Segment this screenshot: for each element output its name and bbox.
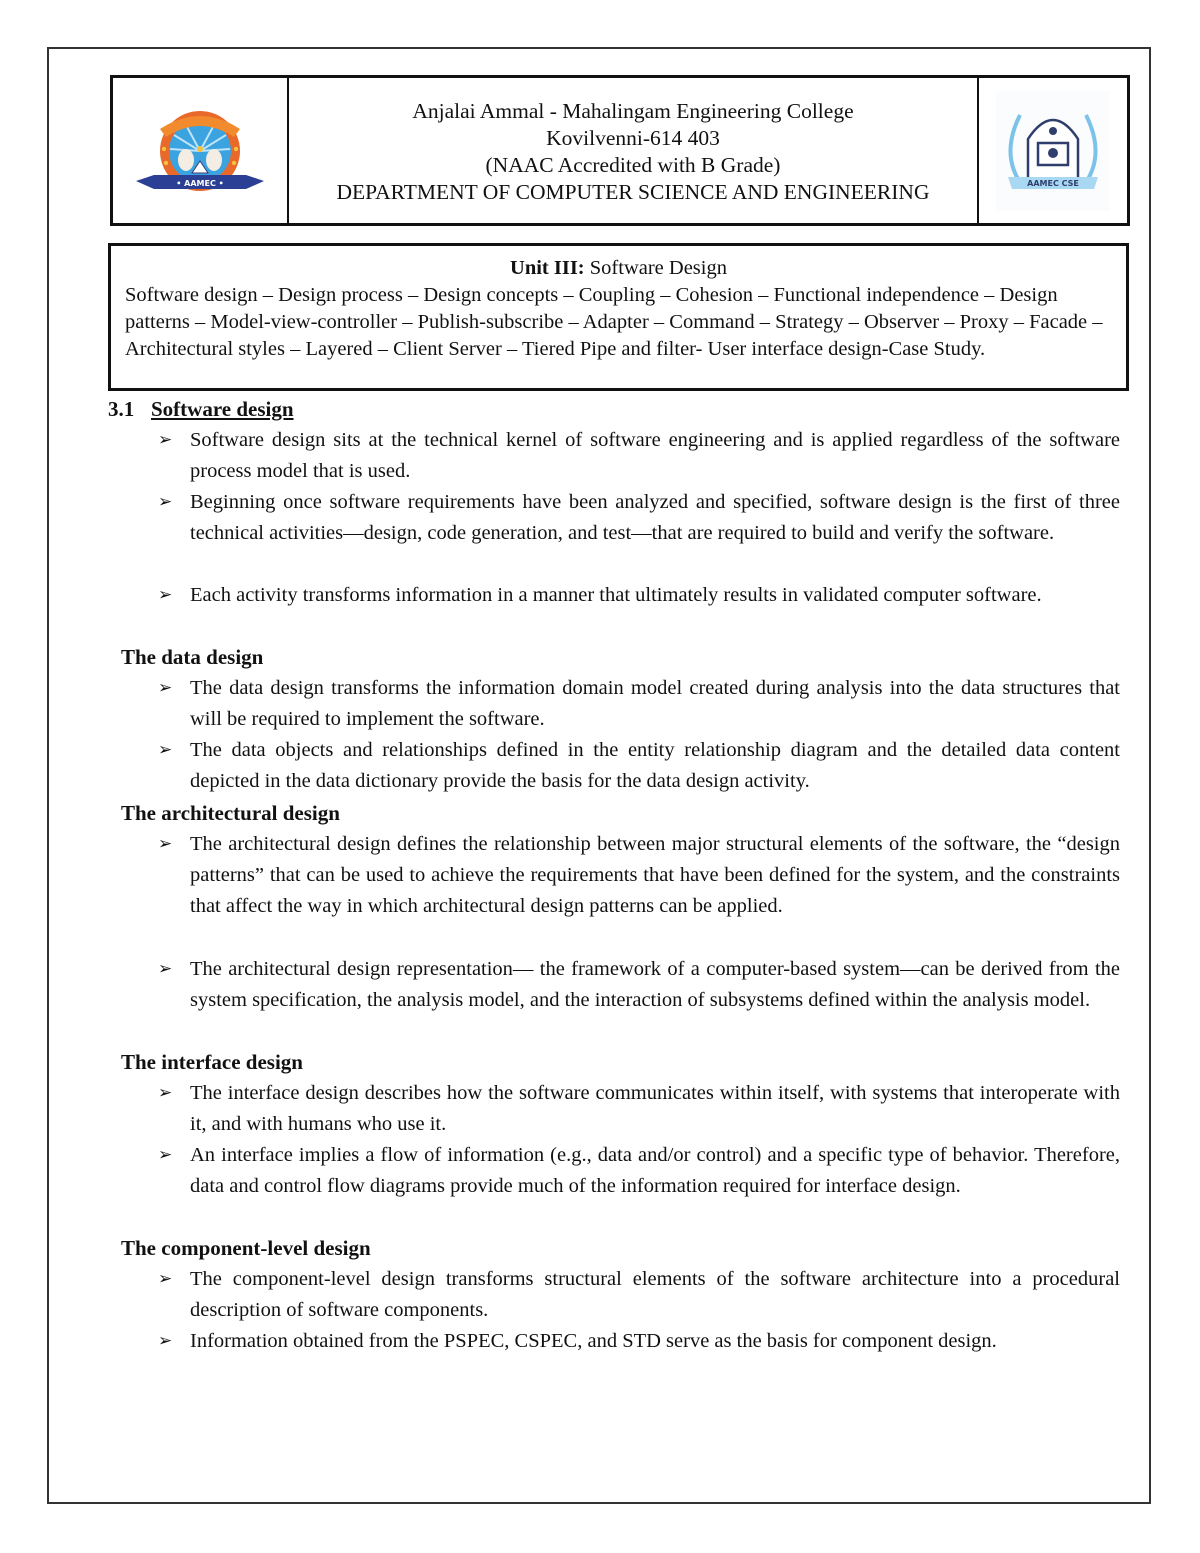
college-name: Anjalai Ammal - Mahalingam Engineering College xyxy=(412,98,854,123)
list-item: ➢ The data objects and relationships defined in the entity relationship diagram and the detailed data content depicted in the data dictionary provide the basis for the data design activity. xyxy=(158,735,1120,797)
subsection-heading-interface-design: The interface design xyxy=(121,1050,303,1074)
arrow-bullet-icon: ➢ xyxy=(158,740,173,760)
aamec-cse-emblem-icon xyxy=(996,91,1110,211)
arrow-bullet-icon: ➢ xyxy=(158,1331,173,1351)
aamec-college-emblem-icon xyxy=(130,105,270,197)
list-item: ➢ The architectural design representation— the framework of a computer-based system—can be derived from the system specification, the analysis model, and the interaction of subsystems defined within the analysis model. xyxy=(158,954,1120,1016)
section-title: Software design xyxy=(151,397,294,421)
department-name: DEPARTMENT OF COMPUTER SCIENCE AND ENGINEERING xyxy=(336,179,930,204)
svg-text:AAMEC CSE: AAMEC CSE xyxy=(1027,178,1079,188)
list-item: ➢ The interface design describes how the software communicates within itself, with systems that interoperate with it, and with humans who use it. xyxy=(158,1078,1120,1140)
college-location: Kovilvenni-614 403 xyxy=(546,125,720,150)
college-accreditation: (NAAC Accredited with B Grade) xyxy=(485,152,781,177)
subsection-heading-component-level-design: The component-level design xyxy=(121,1236,371,1260)
list-item: ➢ The component-level design transforms structural elements of the software architecture into a procedural description of software components. xyxy=(158,1264,1120,1326)
subsection-heading-data-design: The data design xyxy=(121,645,264,669)
list-item: ➢ Each activity transforms information in a manner that ultimately results in validated computer software. xyxy=(158,580,1120,611)
arrow-bullet-icon: ➢ xyxy=(158,1083,173,1103)
arrow-bullet-icon: ➢ xyxy=(158,492,173,512)
college-info xyxy=(289,78,979,223)
unit-name: Software Design xyxy=(589,257,727,279)
list-item: ➢ Beginning once software requirements have been analyzed and specified, software design is the first of three technical activities—design, code generation, and test—that are required to build and verify the software. xyxy=(158,487,1120,549)
arrow-bullet-icon: ➢ xyxy=(158,1269,173,1289)
college-logo-cell xyxy=(113,78,289,223)
unit-syllabus-box xyxy=(108,243,1129,391)
svg-text:• AAMEC •: • AAMEC • xyxy=(176,178,224,188)
list-item: ➢ Information obtained from the PSPEC, CSPEC, and STD serve as the basis for component design. xyxy=(158,1326,1120,1357)
college-header xyxy=(110,75,1130,226)
arrow-bullet-icon: ➢ xyxy=(158,959,173,979)
unit-syllabus-text: Software design – Design process – Design concepts – Coupling – Cohesion – Functional independence – Design patterns – Model-view-controller – Publish-subscribe – Adapter – Command – Strategy – Observer – Proxy – Facade – Architectural styles – Layered – Client Server – Tiered Pipe and filter- User interface design-Case Study. xyxy=(125,284,1103,360)
subsection-heading-architectural-design: The architectural design xyxy=(121,801,340,825)
unit-label: Unit III: xyxy=(510,257,585,279)
unit-title xyxy=(125,255,1112,282)
arrow-bullet-icon: ➢ xyxy=(158,678,173,698)
list-item: ➢ The architectural design defines the relationship between major structural elements of the software, the “design patterns” that can be used to achieve the requirements that have been defined for the system, and the constraints that affect the way in which architectural design patterns can be applied. xyxy=(158,829,1120,923)
list-item: ➢ Software design sits at the technical kernel of software engineering and is applied regardless of the software process model that is used. xyxy=(158,425,1120,487)
section-number: 3.1 xyxy=(108,397,135,421)
arrow-bullet-icon: ➢ xyxy=(158,834,173,854)
arrow-bullet-icon: ➢ xyxy=(158,1145,173,1165)
arrow-bullet-icon: ➢ xyxy=(158,430,173,450)
list-item: ➢ An interface implies a flow of information (e.g., data and/or control) and a specific type of behavior. Therefore, data and control flow diagrams provide much of the information required for interface design. xyxy=(158,1140,1120,1202)
section-heading-3-1 xyxy=(108,394,294,425)
department-logo-cell xyxy=(979,78,1127,223)
list-item: ➢ The data design transforms the information domain model created during analysis into the data structures that will be required to implement the software. xyxy=(158,673,1120,735)
arrow-bullet-icon: ➢ xyxy=(158,585,173,605)
